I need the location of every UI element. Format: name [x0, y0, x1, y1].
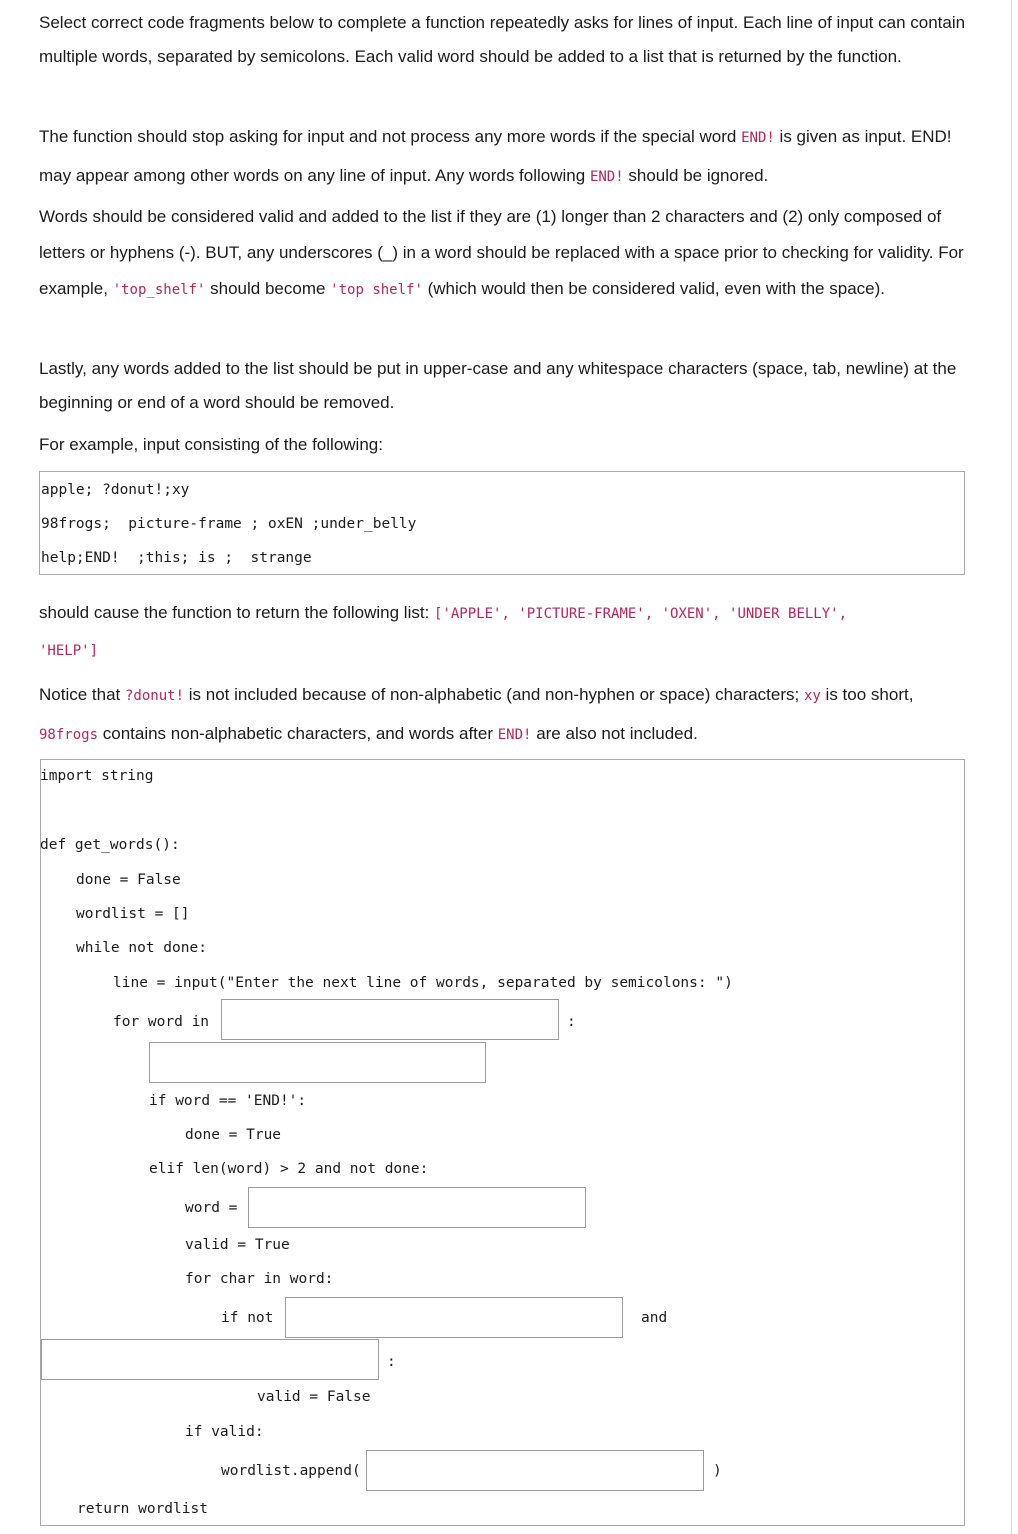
code-append-prefix: wordlist.append(	[221, 1463, 361, 1479]
code-def-line: def get_words():	[40, 837, 180, 853]
code-for-char-line: for char in word:	[185, 1271, 334, 1287]
code-for-colon: :	[567, 1014, 576, 1030]
code-valid-false-line: valid = False	[257, 1389, 371, 1405]
blank-if-not-condition-2[interactable]	[41, 1339, 379, 1380]
code-while-line: while not done:	[76, 940, 207, 956]
code-import-line: import string	[40, 768, 154, 784]
code-input-line: line = input("Enter the next line of words, separated by semicolons: ")	[113, 975, 733, 991]
code-result-list-part-2: 'HELP']	[39, 643, 99, 659]
notice-paragraph: Notice that ?donut! is not included because of non-alphabetic (and non-hyphen or space) characters; xy is too short, 98frogs contains non-alphabetic characters, and words after END! are also not included.	[39, 685, 914, 743]
instructions-paragraph-1: Select correct code fragments below to complete a function repeatedly asks for lines of input. Each line of input can contain multiple words, separated by semicolons. Each valid word should be added to a list that is returned by the function.	[39, 13, 966, 66]
code-if-valid-line: if valid:	[185, 1424, 264, 1440]
code-top-shelf-space: 'top shelf'	[330, 282, 423, 298]
blank-for-word-iterable[interactable]	[221, 999, 559, 1040]
code-result-list-part-1: ['APPLE', 'PICTURE-FRAME', 'OXEN', 'UNDER BELLY',	[434, 606, 848, 622]
instructions-paragraph-4: Lastly, any words added to the list should be put in upper-case and any whitespace characters (space, tab, newline) at the beginning or end of a word should be removed.	[39, 359, 957, 412]
instructions-paragraph-3: Words should be considered valid and added to the list if they are (1) longer than 2 characters and (2) only composed of letters or hyphens (-). BUT, any underscores (_) in a word should be replaced with a space prior to checking for validity. For example, 'top_shelf' should become 'top shelf' (which would then be considered valid, even with the space).	[39, 207, 964, 298]
code-return-line: return wordlist	[77, 1501, 208, 1517]
code-if-colon: :	[387, 1354, 396, 1370]
page-right-border	[1011, 0, 1012, 1534]
code-if-end-line: if word == 'END!':	[149, 1093, 307, 1109]
code-end-token-3: END!	[497, 727, 532, 743]
code-append-suffix: )	[713, 1463, 722, 1479]
code-done-true-line: done = True	[185, 1127, 282, 1143]
code-end-token-1: END!	[741, 130, 775, 146]
code-valid-true-line: valid = True	[185, 1237, 290, 1253]
code-98frogs: 98frogs	[39, 727, 99, 743]
code-word-assign-prefix: word =	[185, 1200, 238, 1216]
example-input-line-2: 98frogs; picture-frame ; oxEN ;under_belly	[41, 516, 417, 532]
code-for-word-prefix: for word in	[113, 1014, 210, 1030]
code-wordlist-line: wordlist = []	[76, 906, 190, 922]
example-input-box	[39, 471, 965, 575]
blank-word-assignment[interactable]	[248, 1187, 586, 1228]
code-xy: xy	[803, 688, 821, 704]
blank-if-not-condition-1[interactable]	[285, 1297, 623, 1338]
result-paragraph: should cause the function to return the following list: ['APPLE', 'PICTURE-FRAME', 'OXEN', 'UNDER BELLY', 'HELP']	[39, 603, 848, 659]
code-if-not-prefix: if not	[221, 1310, 274, 1326]
blank-loop-body-statement[interactable]	[149, 1042, 486, 1083]
example-intro-text: For example, input consisting of the following:	[39, 435, 383, 454]
code-end-token-2: END!	[589, 169, 624, 185]
example-input-line-1: apple; ?donut!;xy	[41, 482, 190, 498]
code-top-shelf-underscore: 'top_shelf'	[112, 282, 206, 298]
code-done-false-line: done = False	[76, 872, 181, 888]
instructions-paragraph-2: The function should stop asking for input and not process any more words if the special word END! is given as input. END! may appear among other words on any line of input. Any words following END! should be ignored.	[39, 127, 952, 185]
code-elif-line: elif len(word) > 2 and not done:	[149, 1161, 429, 1177]
blank-append-argument[interactable]	[366, 1450, 704, 1491]
code-donut: ?donut!	[125, 688, 185, 704]
code-and-keyword: and	[641, 1310, 668, 1326]
example-input-line-3: help;END! ;this; is ; strange	[41, 550, 312, 566]
